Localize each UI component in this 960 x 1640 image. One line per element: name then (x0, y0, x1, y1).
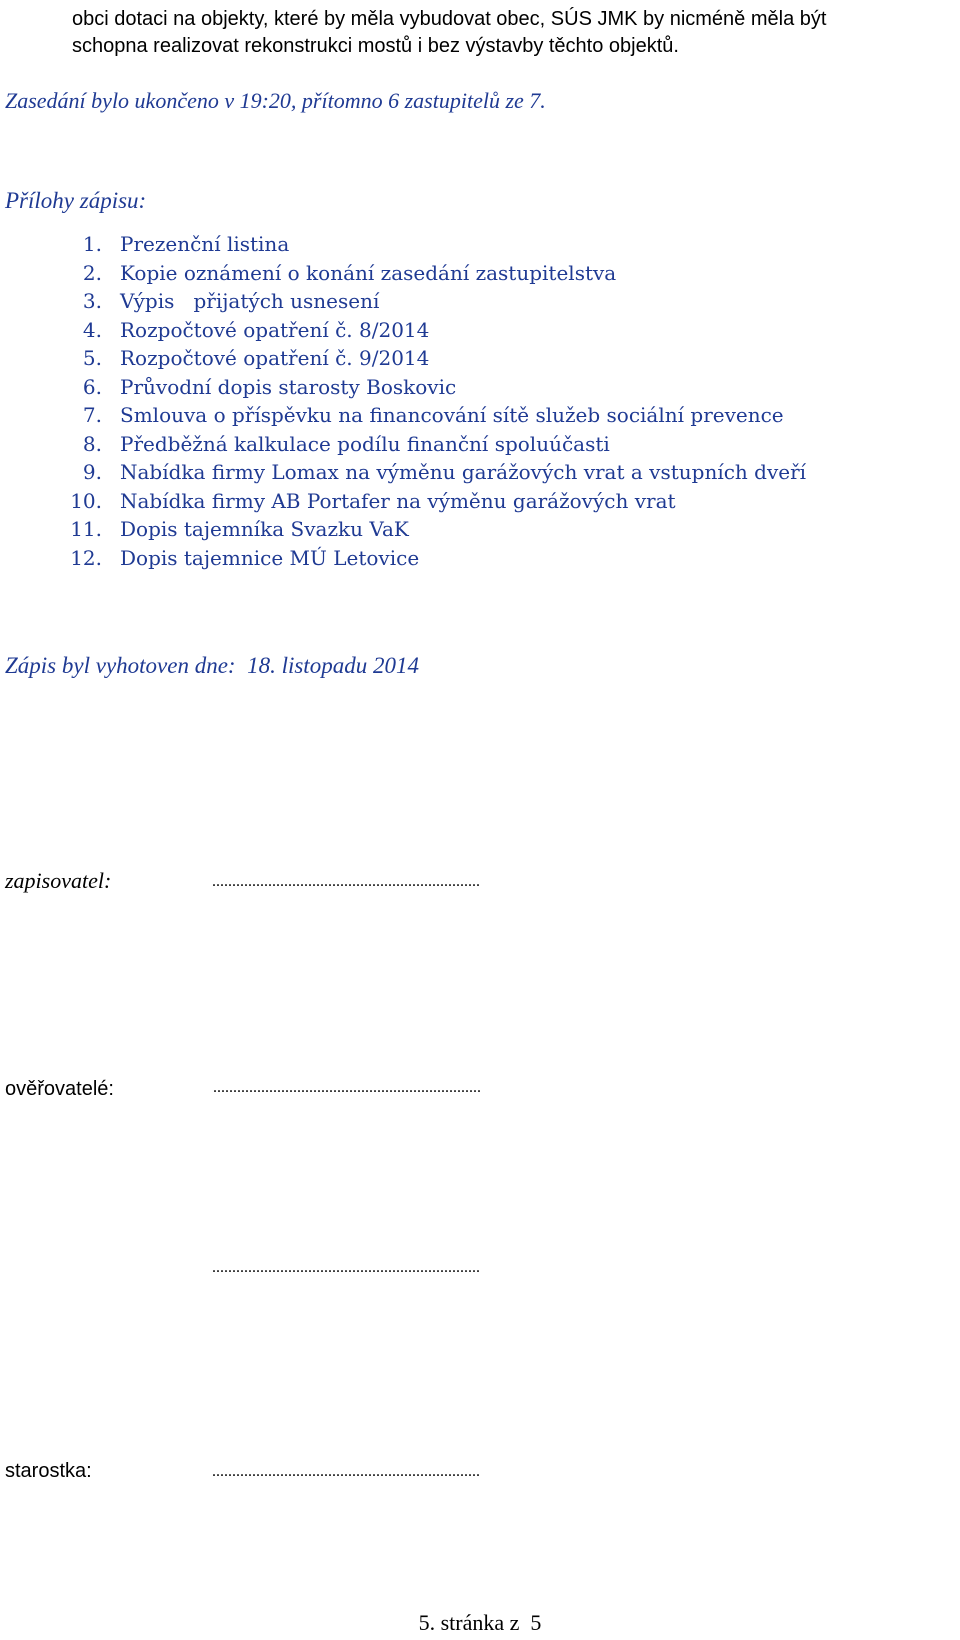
list-item-text: Nabídka firmy Lomax na výměnu garážových vrat a vstupních dveří (120, 460, 807, 484)
list-item-text: Průvodní dopis starosty Boskovic (120, 374, 457, 399)
list-item-text: Dopis tajemníka Svazku VaK (120, 517, 409, 541)
intro-paragraph (72, 6, 826, 60)
verifier-2-signature-line: ................................................................... (212, 1259, 480, 1276)
list-item-number: 6. (82, 374, 102, 399)
recorder-signature-line: ................................................................... (212, 873, 480, 890)
list-item-text: Rozpočtové opatření č. 8/2014 (120, 317, 430, 342)
verifiers-label: ověřovatelé: (5, 1078, 114, 1100)
page-number-footer: 5. stránka z 5 (418, 1610, 542, 1635)
list-item (64, 287, 806, 316)
list-item (64, 458, 806, 487)
list-item-text: Smlouva o příspěvku na financování sítě služeb sociální prevence (120, 403, 784, 427)
intro-line-2: schopna realizovat rekonstrukci mostů i bez výstavby těchto objektů. (72, 35, 679, 57)
list-item-text: Prezenční listina (120, 232, 290, 256)
list-item (64, 544, 806, 573)
list-item (64, 515, 806, 544)
list-item-text: Kopie oznámení o konání zasedání zastupitelstva (120, 260, 617, 285)
list-item (64, 401, 806, 430)
list-item-number: 5. (82, 346, 102, 370)
record-date-line: Zápis byl vyhotoven dne: 18. listopadu 2014 (5, 653, 419, 678)
list-item (64, 316, 806, 345)
list-item-number: 9. (82, 460, 102, 484)
list-item (64, 487, 806, 516)
list-item-number: 3. (82, 289, 102, 313)
list-item (64, 373, 806, 402)
mayor-label: starostka: (5, 1460, 92, 1482)
list-item-number: 2. (82, 260, 102, 285)
list-item-text: Nabídka firmy AB Portafer na výměnu garážových vrat (120, 488, 676, 513)
verifier-1-signature-line: ................................................................... (213, 1079, 481, 1096)
recorder-label: zapisovatel: (5, 868, 112, 893)
attachments-list (64, 230, 806, 572)
list-item (64, 430, 806, 459)
intro-line-1: obci dotaci na objekty, které by měla vybudovat obec, SÚS JMK by nicméně měla být (72, 8, 827, 30)
list-item-number: 8. (82, 431, 102, 456)
list-item-number: 4. (82, 317, 102, 342)
list-item-number: 10. (70, 488, 102, 513)
list-item (64, 344, 806, 373)
list-item (64, 259, 806, 288)
list-item-text: Rozpočtové opatření č. 9/2014 (120, 346, 430, 370)
list-item (64, 230, 806, 259)
list-item-number: 11. (70, 517, 102, 541)
attachments-heading: Přílohy zápisu: (5, 188, 147, 213)
list-item-text: Předběžná kalkulace podílu finanční spoluúčasti (120, 431, 610, 456)
mayor-signature-line: ................................................................... (212, 1463, 480, 1480)
list-item-text: Dopis tajemnice MÚ Letovice (120, 545, 420, 570)
list-item-number: 12. (70, 545, 102, 570)
list-item-number: 7. (82, 403, 102, 427)
list-item-text: Výpis přijatých usnesení (120, 289, 380, 313)
meeting-closing-note: Zasedání bylo ukončeno v 19:20, přítomno 6 zastupitelů ze 7. (5, 88, 546, 113)
list-item-number: 1. (82, 232, 102, 256)
